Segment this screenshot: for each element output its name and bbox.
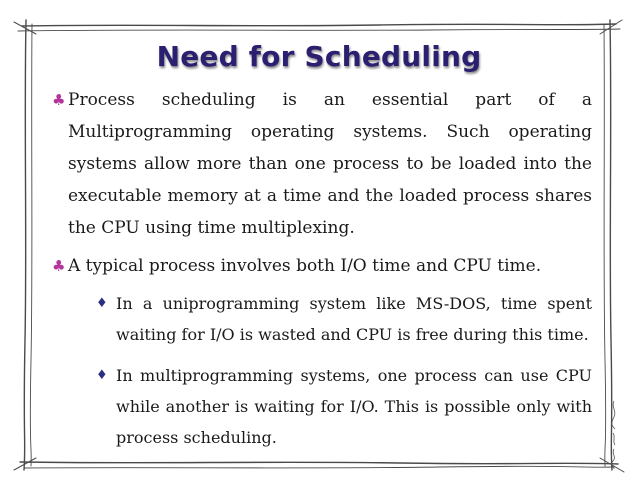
bullet-text: Process scheduling is an essential part of a Multiprogramming operating systems. Such operating systems allow more than one process to be loaded into the executable memory at a time and the loaded process shares the CPU using time multiplexing. — [68, 90, 592, 238]
signature-watermark — [608, 399, 620, 471]
diamond-bullet-icon: ♦ — [96, 368, 108, 383]
club-bullet-icon: ♣ — [52, 91, 66, 109]
diamond-bullet-icon: ♦ — [96, 296, 108, 311]
sub-bullet-text: In multiprogramming systems, one process can use CPU while another is waiting for I/O. This is possible only with process scheduling. — [116, 366, 592, 447]
sub-bullet-text: In a uniprogramming system like MS-DOS, time spent waiting for I/O is wasted and CPU is free during this time. — [116, 294, 592, 344]
bullet-text: A typical process involves both I/O time and CPU time. — [68, 256, 542, 276]
club-bullet-icon: ♣ — [52, 257, 66, 275]
sub-bullet-item — [96, 360, 592, 453]
bullet-list — [52, 84, 592, 463]
sub-bullet-item — [96, 288, 592, 350]
bullet-item — [52, 250, 592, 282]
slide-title: Need for Scheduling — [156, 40, 482, 73]
bullet-item — [52, 84, 592, 244]
